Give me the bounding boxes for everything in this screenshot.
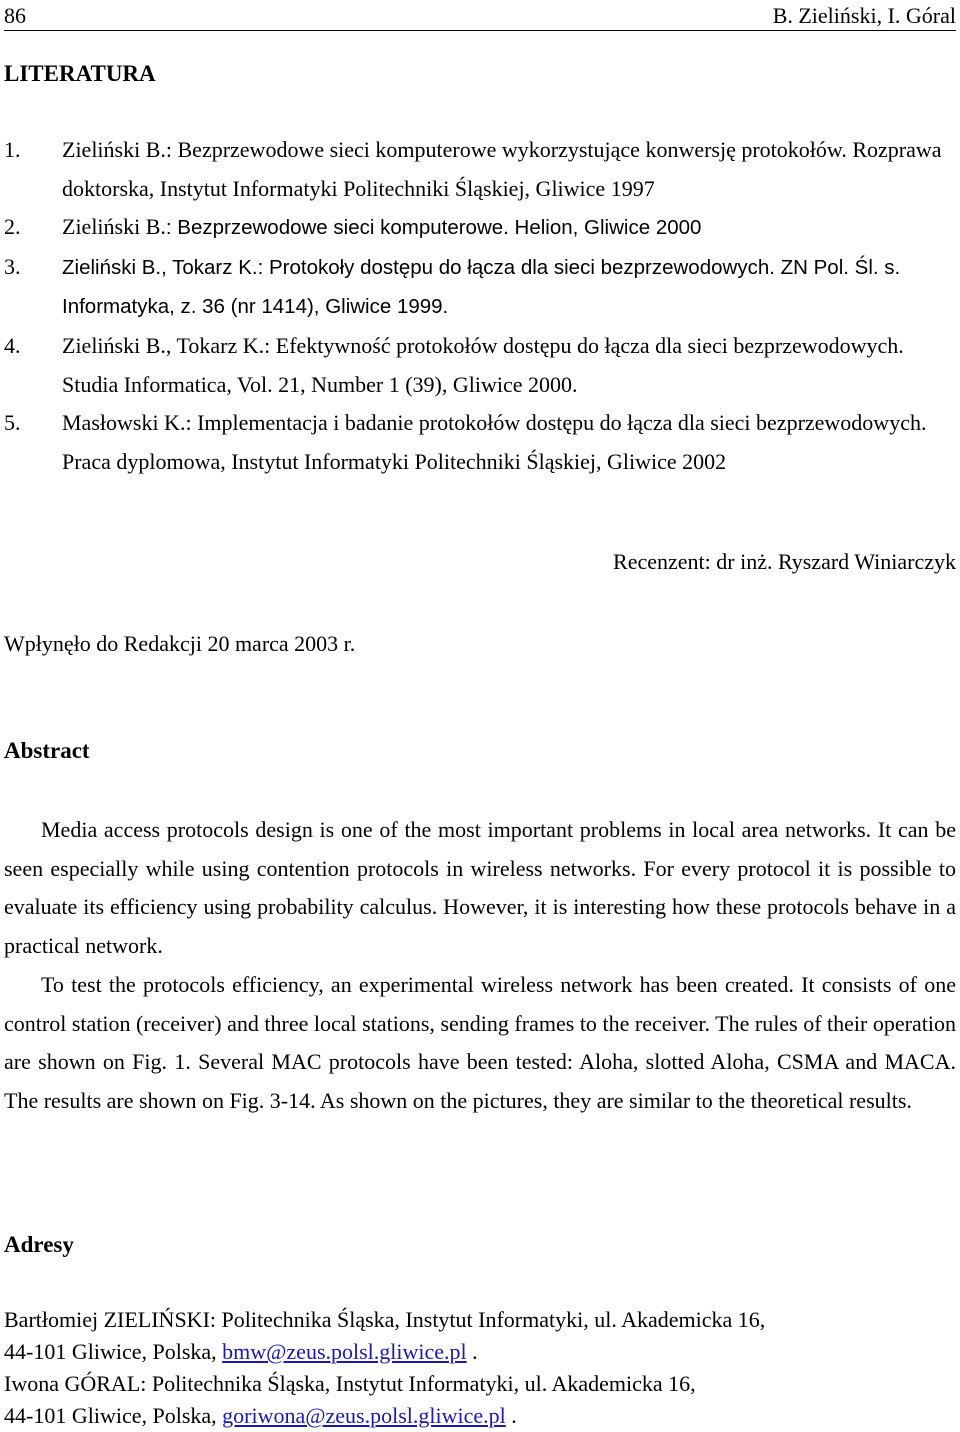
reference-item: [4, 248, 956, 327]
reference-list: [4, 131, 956, 481]
reference-author: Zieliński B., Tokarz K.: [62, 255, 258, 279]
reference-number: 2.: [4, 214, 21, 240]
page-header: [4, 0, 956, 31]
abstract-paragraph: To test the protocols efficiency, an experimental wireless network has been created. It consists of one control station (receiver) and three local stations, sending frames to the receiver. The rules of their operation are shown on Fig. 1. Several MAC protocols have been tested: Aloha, slotted Aloha, CSMA and MACA. The results are shown on Fig. 3-14. As shown on the pictures, they are similar to the theoretical results.: [4, 971, 956, 1113]
address-punct: .: [505, 1403, 517, 1428]
literatura-heading: LITERATURA: [4, 61, 156, 86]
reference-text: : Protokoły dostępu do łącza dla sieci bezprzewodowych. ZN Pol. Śl. s. Informatyka, z. 36 (nr 1414), Gliwice 1999.: [62, 255, 901, 319]
address-entry: [4, 1368, 956, 1432]
reference-number: 5.: [4, 410, 21, 436]
reference-item: [4, 327, 956, 404]
reference-item: [4, 404, 956, 481]
reference-number: 3.: [4, 253, 21, 279]
reference-text: : Bezprzewodowe sieci komputerowe. Helion, Gliwice 2000: [165, 216, 702, 240]
reference-text: : Bezprzewodowe sieci komputerowe wykorzystujące konwersję protokołów. Rozprawa doktorska, Instytut Informatyki Politechniki Śląskiej, Gliwice 1997: [62, 137, 942, 201]
running-title: B. Zieliński, I. Góral: [772, 3, 956, 28]
reference-author: Zieliński B.: [62, 137, 166, 162]
page-number: 86: [4, 3, 26, 28]
address-line: Bartłomiej ZIELIŃSKI: Politechnika Śląska, Instytut Informatyki, ul. Akademicka 16,: [4, 1307, 766, 1332]
address-line: [4, 1400, 956, 1432]
reference-author: Zieliński B.: [62, 214, 166, 240]
reference-number: 4.: [4, 332, 21, 358]
reference-number: 1.: [4, 137, 21, 162]
abstract-body: [4, 811, 956, 1121]
address-line: Iwona GÓRAL: Politechnika Śląska, Instytut Informatyki, ul. Akademicka 16,: [4, 1371, 696, 1396]
address-city: 44-101 Gliwice, Polska,: [4, 1339, 223, 1364]
reference-item: [4, 208, 956, 248]
abstract-paragraph: Media access protocols design is one of the most important problems in local area networks. It can be seen especially while using contention protocols in wireless networks. For every protocol it is possible to evaluate its efficiency using probability calculus. However, it is interesting how these protocols behave in a practical network.: [4, 817, 956, 959]
received-date: Wpłynęło do Redakcji 20 marca 2003 r.: [4, 631, 356, 656]
email-link[interactable]: bmw@zeus.polsl.gliwice.pl: [222, 1339, 467, 1364]
reference-author: Masłowski K.: [62, 410, 186, 436]
abstract-heading: Abstract: [4, 738, 90, 763]
email-link[interactable]: goriwona@zeus.polsl.gliwice.pl: [222, 1403, 506, 1428]
address-list: [4, 1304, 956, 1432]
address-entry: [4, 1304, 956, 1368]
address-city: 44-101 Gliwice, Polska,: [4, 1403, 223, 1428]
reference-text: : Implementacja i badanie protokołów dostępu do łącza dla sieci bezprzewodowych. Praca dyplomowa, Instytut Informatyki Politechniki Śląskiej, Gliwice 2002: [62, 410, 927, 474]
reviewer-line: Recenzent: dr inż. Ryszard Winiarczyk: [613, 549, 956, 574]
reference-item: [4, 131, 956, 208]
address-punct: .: [466, 1339, 478, 1364]
address-line: [4, 1336, 956, 1368]
reference-author: Zieliński B., Tokarz K.: [62, 332, 265, 358]
reference-text: : Efektywność protokołów dostępu do łącza dla sieci bezprzewodowych. Studia Informatica, Vol. 21, Number 1 (39), Gliwice 2000.: [62, 332, 904, 397]
addresses-heading: Adresy: [4, 1232, 74, 1257]
